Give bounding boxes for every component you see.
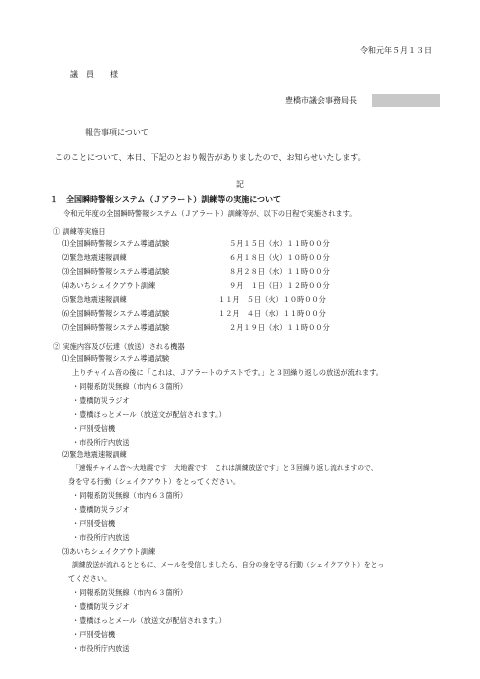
device-item: ・戸別受信機 [72, 424, 116, 433]
schedule-row [0, 282, 480, 291]
subject-line: 報告事項について [85, 128, 149, 137]
device-item: ・戸別受信機 [72, 630, 116, 639]
device-item: ・豊橋防災ラジオ [72, 505, 130, 514]
schedule-item-name: ⑶全国瞬時警報システム導通試験 [62, 267, 170, 276]
schedule-item-name: ⑸緊急地震速報訓練 [62, 295, 127, 304]
device-item: ・市役所庁内放送 [72, 533, 130, 542]
sender-title: 豊橋市議会事務局長 [285, 96, 357, 105]
sub2-text-line1: 「速報チャイム音〜大地震です 大地震です これは訓練放送です」と３回繰り返し流れますので、 [72, 464, 378, 472]
sub1-text: 上りチャイム音の後に「これは、Ｊアラートのテストです。」と３回繰り返しの放送が流れます。 [72, 368, 383, 377]
document-date: 令和元年５月１３日 [360, 46, 432, 55]
schedule-item-name: ⑴全国瞬時警報システム導通試験 [62, 239, 170, 248]
content-heading: ② 実施内容及び伝達（放送）される機器 [53, 342, 185, 351]
device-item: ・戸別受信機 [72, 519, 116, 528]
schedule-item-date: １２月 ４日（水）１１時００分 [218, 309, 326, 318]
schedule-item-date: ８月２８日（水）１１時００分 [229, 267, 330, 276]
device-item: ・同報系防災無線（市内６３箇所） [72, 491, 188, 500]
schedule-row [0, 296, 480, 305]
schedule-row [0, 240, 480, 249]
schedule-item-name: ⑷あいちシェイクアウト訓練 [62, 281, 156, 290]
device-item: ・市役所庁内放送 [72, 644, 130, 653]
addressee: 議 員 様 [70, 70, 118, 79]
device-item: ・同報系防災無線（市内６３箇所） [72, 588, 188, 597]
schedule-heading: ① 訓練等実施日 [53, 227, 106, 236]
schedule-item-name: ⑹全国瞬時警報システム導通試験 [62, 309, 170, 318]
schedule-row [0, 324, 480, 333]
schedule-row [0, 268, 480, 277]
sub2-title: ⑵緊急地震速報訓練 [62, 450, 127, 459]
device-item: ・豊橋ほっとメール（放送文が配信されます。） [72, 616, 226, 625]
device-item: ・豊橋ほっとメール（放送文が配信されます。） [72, 410, 226, 419]
sub2-text-line2: 身を守る行動（シェイクアウト）をとってください。 [68, 477, 241, 486]
section1-heading: １ 全国瞬時警報システム（Ｊアラート）訓練等の実施について [50, 195, 282, 204]
schedule-item-date: ９月 １日（日）１２時００分 [229, 281, 330, 290]
schedule-item-name: ⑵緊急地震速報訓練 [62, 253, 127, 262]
device-item: ・同報系防災無線（市内６３箇所） [72, 382, 188, 391]
schedule-item-date: １１月 ５日（火）１０時００分 [218, 295, 326, 304]
sub3-text-line2: てください。 [68, 574, 112, 583]
schedule-item-date: ２月１９日（水）１１時００分 [229, 323, 330, 332]
section1-lead: 令和元年度の全国瞬時警報システム（Ｊアラート）訓練等が、以下の日程で実施されます。 [63, 209, 357, 218]
device-item: ・豊橋防災ラジオ [72, 602, 130, 611]
device-item: ・市役所庁内放送 [72, 438, 130, 447]
intro-paragraph: このことについて、本日、下記のとおり報告がありましたので、お知らせいたします。 [55, 153, 366, 162]
sub3-text-line1: 訓練放送が流れるとともに、メールを受信しましたら、自分の身を守る行動（シェイクアウト）をとっ [72, 561, 385, 569]
device-item: ・豊橋防災ラジオ [72, 396, 130, 405]
redacted-name-box [372, 94, 440, 107]
sub3-title: ⑶あいちシェイクアウト訓練 [62, 547, 156, 556]
sub1-title: ⑴全国瞬時警報システム導通試験 [62, 354, 170, 363]
schedule-item-date: ５月１５日（水）１１時００分 [229, 239, 330, 248]
schedule-row [0, 254, 480, 263]
schedule-item-name: ⑺全国瞬時警報システム導通試験 [62, 323, 170, 332]
schedule-item-date: ６月１８日（火）１０時００分 [229, 253, 330, 262]
ki-heading: 記 [236, 180, 244, 189]
schedule-row [0, 310, 480, 319]
